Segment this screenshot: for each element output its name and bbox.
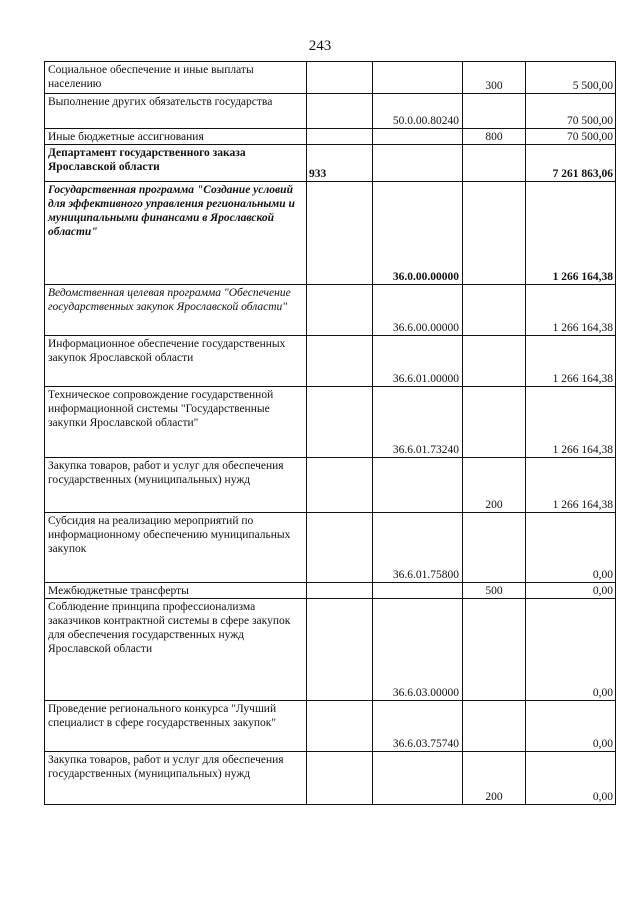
row-org <box>307 458 373 513</box>
row-type: 200 <box>463 752 526 805</box>
row-amount: 7 261 863,06 <box>526 145 616 182</box>
row-amount: 5 500,00 <box>526 62 616 94</box>
table-row <box>45 129 616 145</box>
row-type <box>463 387 526 458</box>
row-name: Проведение регионального конкурса "Лучший специалист в сфере государственных закупок" <box>45 701 307 752</box>
row-amount: 1 266 164,38 <box>526 285 616 336</box>
row-org <box>307 387 373 458</box>
row-name: Закупка товаров, работ и услуг для обеспечения государственных (муниципальных) нужд <box>45 458 307 513</box>
row-amount: 0,00 <box>526 752 616 805</box>
row-code <box>373 458 463 513</box>
row-name: Государственная программа "Создание условий для эффективного управления региональными и муниципальными финансами в Ярославской области" <box>45 182 307 285</box>
row-type: 800 <box>463 129 526 145</box>
row-type <box>463 599 526 701</box>
table-row <box>45 145 616 182</box>
row-org <box>307 752 373 805</box>
row-code: 36.6.00.00000 <box>373 285 463 336</box>
row-name: Социальное обеспечение и иные выплаты населению <box>45 62 307 94</box>
row-amount: 1 266 164,38 <box>526 336 616 387</box>
row-code: 36.0.00.00000 <box>373 182 463 285</box>
table-row <box>45 182 616 285</box>
table-row <box>45 336 616 387</box>
row-org <box>307 513 373 583</box>
table-row <box>45 387 616 458</box>
table-row <box>45 94 616 129</box>
table-row <box>45 458 616 513</box>
row-amount: 70 500,00 <box>526 129 616 145</box>
table-row <box>45 285 616 336</box>
table-row <box>45 599 616 701</box>
row-type <box>463 336 526 387</box>
row-amount: 0,00 <box>526 513 616 583</box>
row-org <box>307 182 373 285</box>
row-code <box>373 752 463 805</box>
row-code <box>373 583 463 599</box>
row-amount: 0,00 <box>526 599 616 701</box>
row-amount: 70 500,00 <box>526 94 616 129</box>
page-number: 243 <box>308 38 332 54</box>
row-type: 300 <box>463 62 526 94</box>
table-row <box>45 752 616 805</box>
row-org: 933 <box>307 145 373 182</box>
row-code <box>373 129 463 145</box>
table-row <box>45 513 616 583</box>
row-org <box>307 94 373 129</box>
row-amount: 1 266 164,38 <box>526 387 616 458</box>
table-row <box>45 583 616 599</box>
row-code <box>373 62 463 94</box>
row-code: 36.6.03.75740 <box>373 701 463 752</box>
row-org <box>307 583 373 599</box>
row-name: Закупка товаров, работ и услуг для обеспечения государственных (муниципальных) нужд <box>45 752 307 805</box>
row-amount: 1 266 164,38 <box>526 182 616 285</box>
budget-table <box>44 61 616 805</box>
row-code: 36.6.01.00000 <box>373 336 463 387</box>
row-name: Ведомственная целевая программа "Обеспечение государственных закупок Ярославской области" <box>45 285 307 336</box>
row-org <box>307 62 373 94</box>
row-name: Соблюдение принципа профессионализма заказчиков контрактной системы в сфере закупок для обеспечения государственных нужд Ярославской области <box>45 599 307 701</box>
row-code: 36.6.01.75800 <box>373 513 463 583</box>
row-type <box>463 513 526 583</box>
row-code: 50.0.00.80240 <box>373 94 463 129</box>
row-type <box>463 94 526 129</box>
row-org <box>307 336 373 387</box>
row-type: 200 <box>463 458 526 513</box>
row-type <box>463 145 526 182</box>
row-type: 500 <box>463 583 526 599</box>
row-type <box>463 285 526 336</box>
row-name: Межбюджетные трансферты <box>45 583 307 599</box>
row-name: Информационное обеспечение государственных закупок Ярославской области <box>45 336 307 387</box>
row-org <box>307 701 373 752</box>
row-org <box>307 129 373 145</box>
table-row <box>45 62 616 94</box>
table-row <box>45 701 616 752</box>
row-name: Выполнение других обязательств государства <box>45 94 307 129</box>
row-name: Департамент государственного заказа Ярославской области <box>45 145 307 182</box>
row-amount: 0,00 <box>526 583 616 599</box>
row-name: Техническое сопровождение государственной информационной системы "Государственные закупки Ярославской области" <box>45 387 307 458</box>
row-name: Иные бюджетные ассигнования <box>45 129 307 145</box>
row-amount: 0,00 <box>526 701 616 752</box>
row-amount: 1 266 164,38 <box>526 458 616 513</box>
row-name: Субсидия на реализацию мероприятий по информационному обеспечению муниципальных закупок <box>45 513 307 583</box>
row-code: 36.6.03.00000 <box>373 599 463 701</box>
row-type <box>463 182 526 285</box>
row-type <box>463 701 526 752</box>
row-code: 36.6.01.73240 <box>373 387 463 458</box>
row-org <box>307 285 373 336</box>
row-code <box>373 145 463 182</box>
row-org <box>307 599 373 701</box>
